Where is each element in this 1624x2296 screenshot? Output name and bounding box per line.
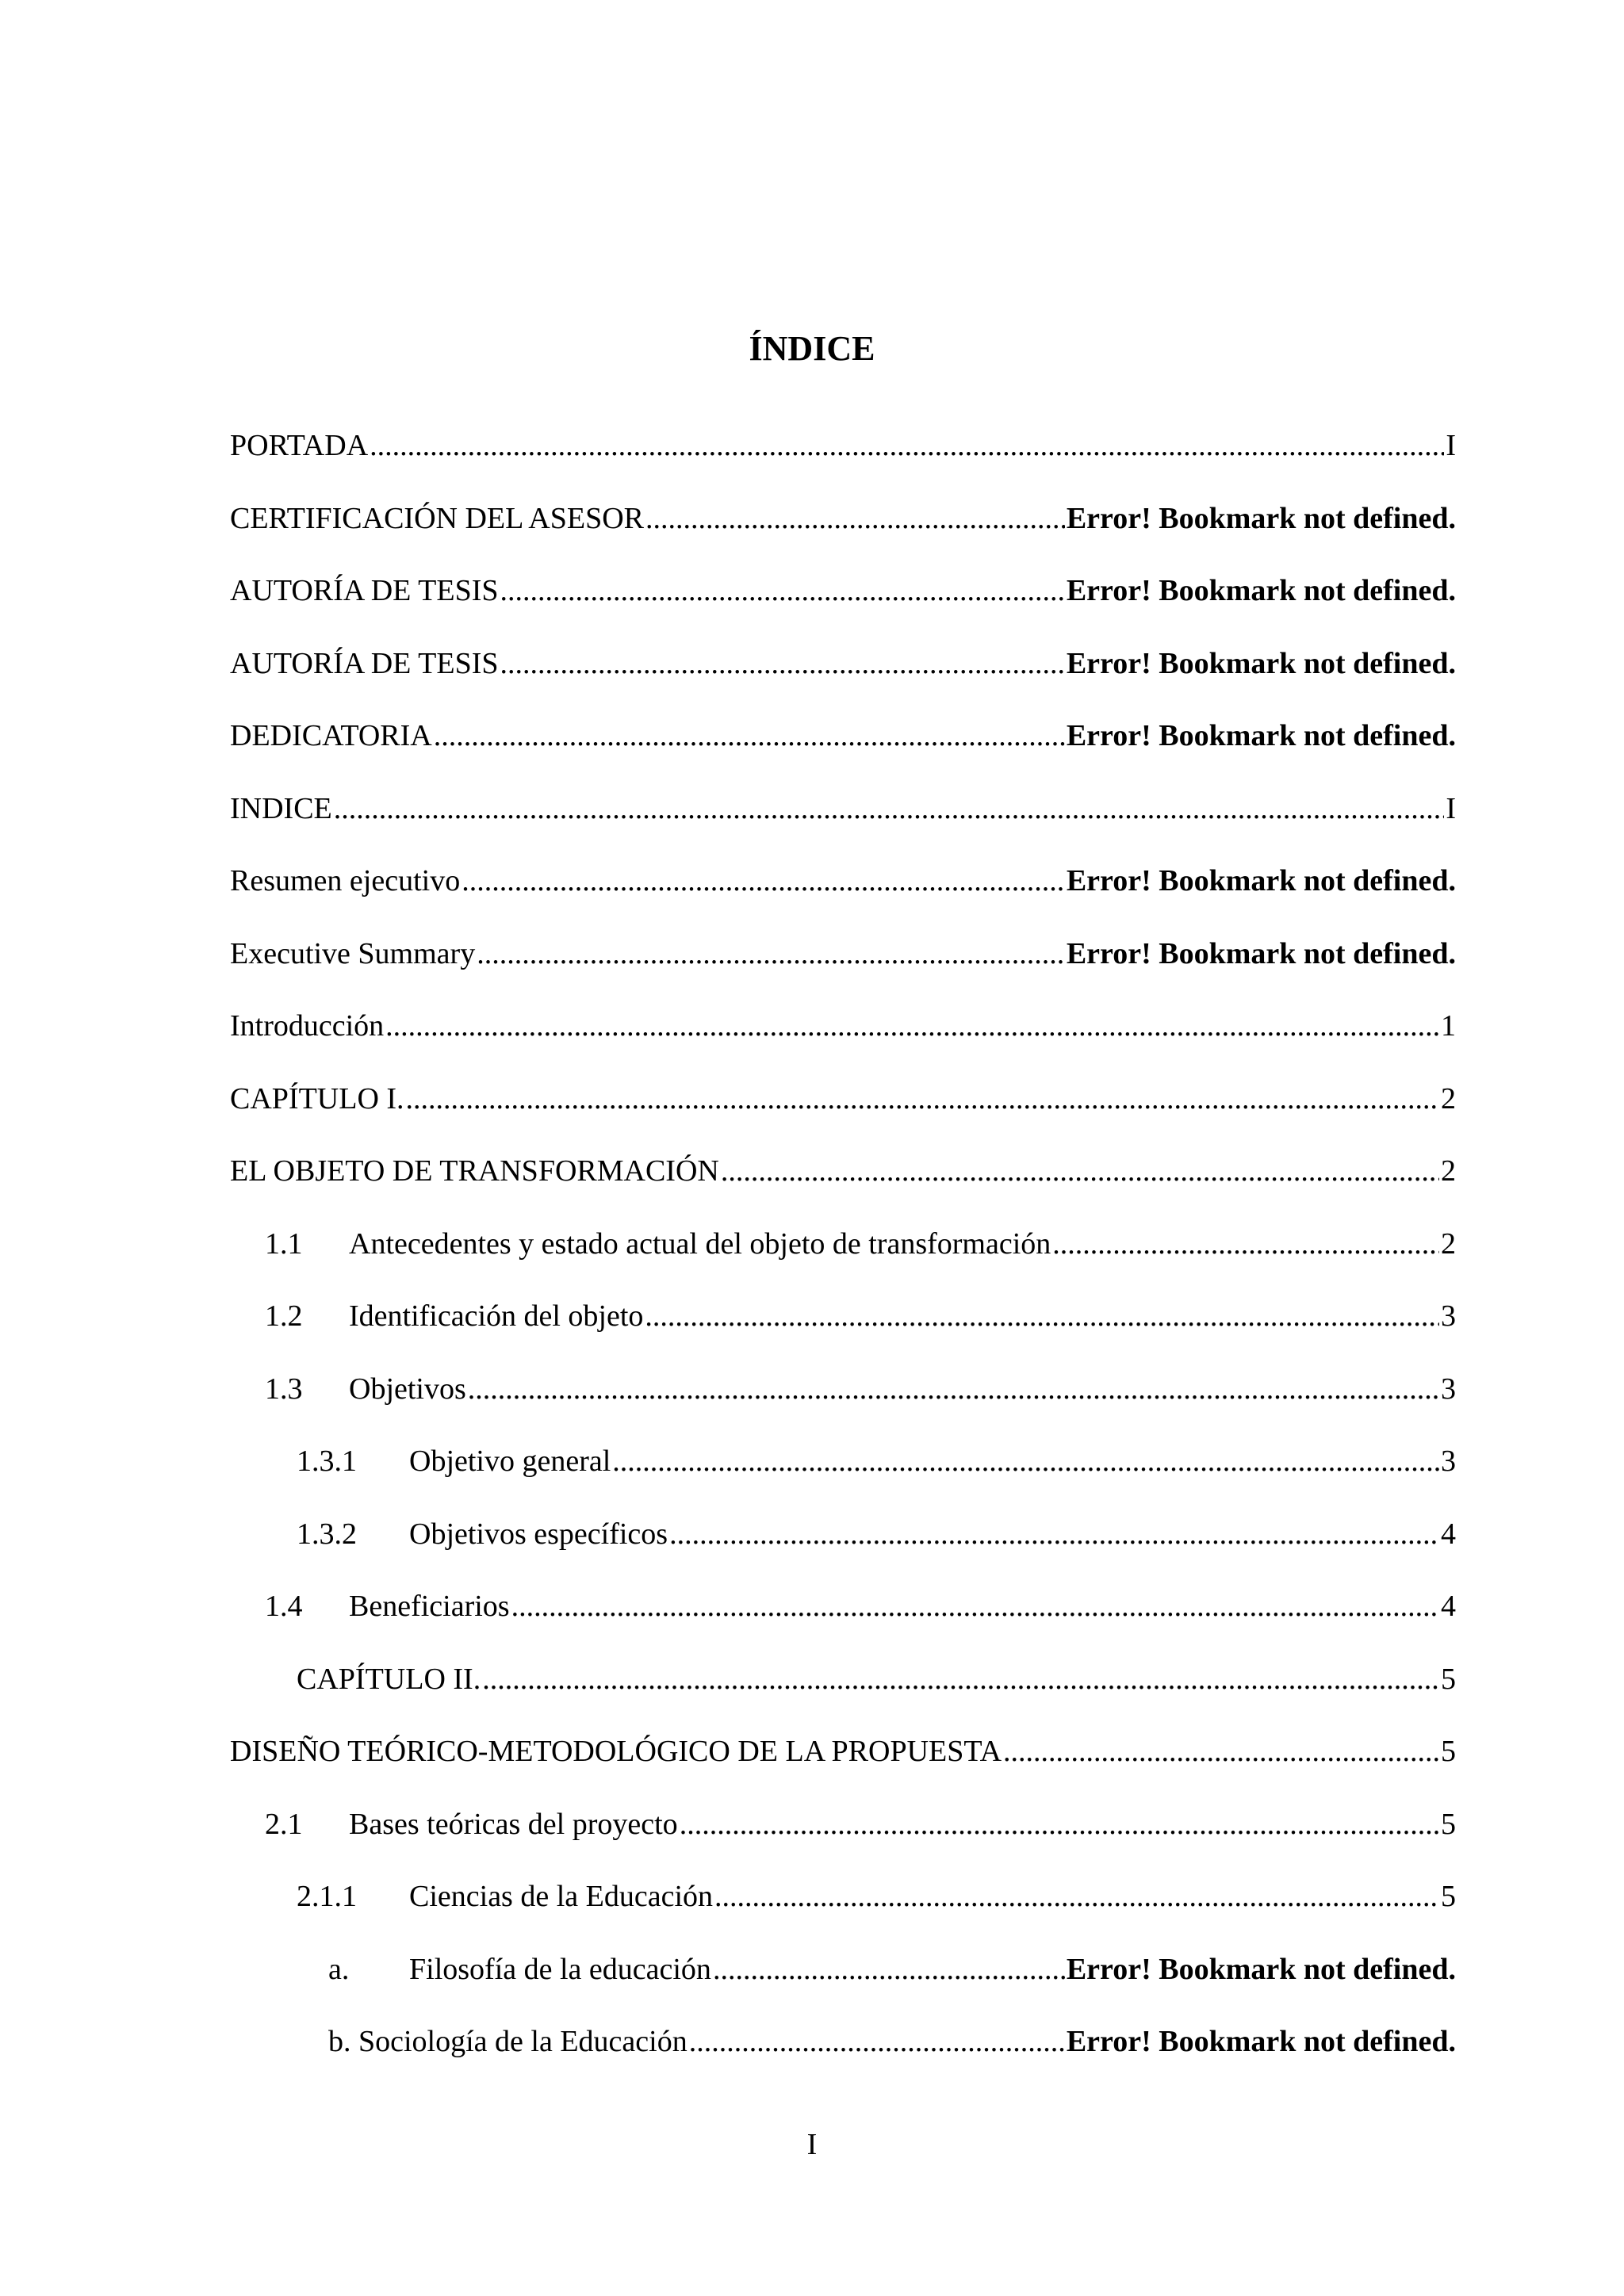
toc-leader-dots bbox=[680, 1804, 1439, 1844]
toc-entry-number: 1.4 bbox=[265, 1590, 303, 1623]
toc-entry-label: Beneficiarios bbox=[349, 1590, 510, 1623]
toc-leader-dots bbox=[1003, 1732, 1439, 1771]
toc-entry-label: Objetivos bbox=[349, 1372, 466, 1406]
toc-leader-dots bbox=[334, 789, 1445, 828]
toc-leader-dots bbox=[477, 934, 1065, 974]
toc-entry-page-error: Error! Bookmark not defined. bbox=[1066, 719, 1456, 752]
toc-leader-dots bbox=[612, 1441, 1439, 1481]
toc-entry-1-2[interactable] bbox=[230, 1296, 1456, 1369]
toc-entry-resumen[interactable] bbox=[230, 861, 1456, 934]
toc-leader-dots bbox=[462, 861, 1065, 901]
toc-entry-page: 3 bbox=[1441, 1372, 1456, 1406]
toc-entry-label: Objetivo general bbox=[409, 1445, 611, 1478]
toc-entry-label: Objetivos específicos bbox=[409, 1517, 668, 1551]
table-of-contents bbox=[230, 426, 1456, 2095]
toc-leader-dots bbox=[714, 1877, 1439, 1916]
toc-leader-dots bbox=[434, 716, 1065, 756]
toc-entry-label: Antecedentes y estado actual del objeto de transformación bbox=[349, 1226, 1051, 1261]
toc-entry-number: 1.2 bbox=[265, 1299, 303, 1333]
toc-leader-dots bbox=[511, 1586, 1439, 1626]
toc-leader-dots bbox=[689, 2022, 1065, 2061]
toc-entry-number: 1.3.1 bbox=[297, 1445, 357, 1478]
toc-entry-number: a. bbox=[328, 1952, 350, 1986]
toc-entry-1-3-2[interactable] bbox=[230, 1514, 1456, 1587]
toc-leader-dots bbox=[385, 1006, 1439, 1046]
toc-entry-page: I bbox=[1446, 791, 1456, 825]
toc-entry-diseno-teorico[interactable] bbox=[230, 1732, 1456, 1804]
toc-entry-page: 3 bbox=[1441, 1445, 1456, 1478]
toc-entry-label: DEDICATORIA bbox=[230, 719, 432, 752]
toc-entry-autoria-1[interactable] bbox=[230, 571, 1456, 644]
toc-leader-dots bbox=[1052, 1224, 1439, 1264]
toc-entry-autoria-2[interactable] bbox=[230, 644, 1456, 717]
toc-entry-page-error: Error! Bookmark not defined. bbox=[1066, 574, 1456, 607]
toc-leader-dots bbox=[406, 1079, 1439, 1119]
toc-leader-dots bbox=[500, 571, 1065, 610]
toc-entry-page-error: Error! Bookmark not defined. bbox=[1066, 2025, 1456, 2058]
toc-entry-a[interactable] bbox=[230, 1950, 1456, 2022]
toc-entry-b[interactable] bbox=[230, 2022, 1456, 2095]
toc-entry-number: 1.1 bbox=[265, 1226, 303, 1261]
toc-entry-introduccion[interactable] bbox=[230, 1006, 1456, 1079]
page-title: ÍNDICE bbox=[749, 329, 875, 368]
toc-entry-label: INDICE bbox=[230, 791, 332, 825]
toc-leader-dots bbox=[500, 644, 1065, 683]
toc-entry-number: 2.1 bbox=[265, 1807, 303, 1841]
toc-entry-portada[interactable] bbox=[230, 426, 1456, 499]
toc-entry-label: Filosofía de la educación bbox=[409, 1952, 711, 1986]
toc-entry-1-1[interactable] bbox=[230, 1224, 1456, 1297]
toc-entry-label: PORTADA bbox=[230, 429, 369, 462]
toc-entry-page: 4 bbox=[1441, 1590, 1456, 1623]
toc-entry-page-error: Error! Bookmark not defined. bbox=[1066, 864, 1456, 897]
toc-entry-dedicatoria[interactable] bbox=[230, 716, 1456, 789]
toc-leader-dots bbox=[468, 1369, 1439, 1409]
toc-leader-dots bbox=[713, 1950, 1065, 1989]
toc-entry-capitulo-1[interactable] bbox=[230, 1079, 1456, 1152]
toc-entry-label: Resumen ejecutivo bbox=[230, 864, 461, 897]
toc-entry-page: 5 bbox=[1441, 1735, 1456, 1768]
toc-entry-1-3[interactable] bbox=[230, 1369, 1456, 1442]
toc-entry-page: 3 bbox=[1441, 1299, 1456, 1333]
toc-entry-label: Executive Summary bbox=[230, 936, 476, 970]
toc-leader-dots bbox=[721, 1151, 1439, 1191]
toc-entry-capitulo-2[interactable] bbox=[230, 1659, 1456, 1732]
toc-entry-2-1-1[interactable] bbox=[230, 1877, 1456, 1950]
toc-entry-page: 5 bbox=[1441, 1880, 1456, 1913]
toc-entry-page: 2 bbox=[1441, 1154, 1456, 1188]
toc-entry-label: EL OBJETO DE TRANSFORMACIÓN bbox=[230, 1154, 719, 1188]
toc-entry-label: DISEÑO TEÓRICO-METODOLÓGICO DE LA PROPUESTA bbox=[230, 1735, 1002, 1768]
toc-entry-page: 4 bbox=[1441, 1517, 1456, 1551]
toc-entry-label: Introducción bbox=[230, 1009, 385, 1043]
toc-entry-page: I bbox=[1446, 429, 1456, 462]
toc-entry-page: 2 bbox=[1441, 1226, 1456, 1261]
toc-entry-page: 1 bbox=[1441, 1009, 1456, 1043]
toc-entry-page-error: Error! Bookmark not defined. bbox=[1066, 936, 1456, 970]
toc-entry-page: 5 bbox=[1441, 1662, 1456, 1696]
toc-leader-dots bbox=[645, 1296, 1439, 1336]
toc-entry-label: CERTIFICACIÓN DEL ASESOR bbox=[230, 501, 645, 535]
toc-entry-page-error: Error! Bookmark not defined. bbox=[1066, 501, 1456, 535]
page-number: I bbox=[806, 2128, 818, 2161]
toc-entry-number: 2.1.1 bbox=[297, 1880, 357, 1913]
toc-leader-dots bbox=[482, 1659, 1439, 1699]
toc-entry-page: 5 bbox=[1441, 1807, 1456, 1841]
toc-entry-label: Identificación del objeto bbox=[349, 1299, 644, 1333]
toc-entry-label: Ciencias de la Educación bbox=[409, 1880, 714, 1913]
toc-entry-label: Bases teóricas del proyecto bbox=[349, 1807, 678, 1841]
toc-entry-label: CAPÍTULO I. bbox=[230, 1081, 404, 1115]
toc-entry-2-1[interactable] bbox=[230, 1804, 1456, 1877]
toc-entry-page-error: Error! Bookmark not defined. bbox=[1066, 1952, 1456, 1986]
toc-entry-indice[interactable] bbox=[230, 789, 1456, 862]
toc-leader-dots bbox=[370, 426, 1444, 465]
toc-entry-label: b. Sociología de la Educación bbox=[328, 2025, 688, 2058]
toc-entry-label: CAPÍTULO II. bbox=[297, 1662, 481, 1696]
toc-entry-label: AUTORÍA DE TESIS bbox=[230, 646, 499, 680]
toc-entry-page-error: Error! Bookmark not defined. bbox=[1066, 646, 1456, 680]
toc-entry-certificacion[interactable] bbox=[230, 499, 1456, 572]
toc-entry-1-4[interactable] bbox=[230, 1586, 1456, 1659]
toc-entry-objeto-transformacion[interactable] bbox=[230, 1151, 1456, 1224]
toc-entry-number: 1.3 bbox=[265, 1372, 303, 1406]
toc-entry-number: 1.3.2 bbox=[297, 1517, 357, 1551]
toc-leader-dots bbox=[645, 499, 1065, 538]
toc-entry-label: AUTORÍA DE TESIS bbox=[230, 574, 499, 607]
toc-entry-page: 2 bbox=[1441, 1081, 1456, 1115]
toc-entry-1-3-1[interactable] bbox=[230, 1441, 1456, 1514]
toc-leader-dots bbox=[669, 1514, 1439, 1554]
toc-entry-executive-summary[interactable] bbox=[230, 934, 1456, 1007]
